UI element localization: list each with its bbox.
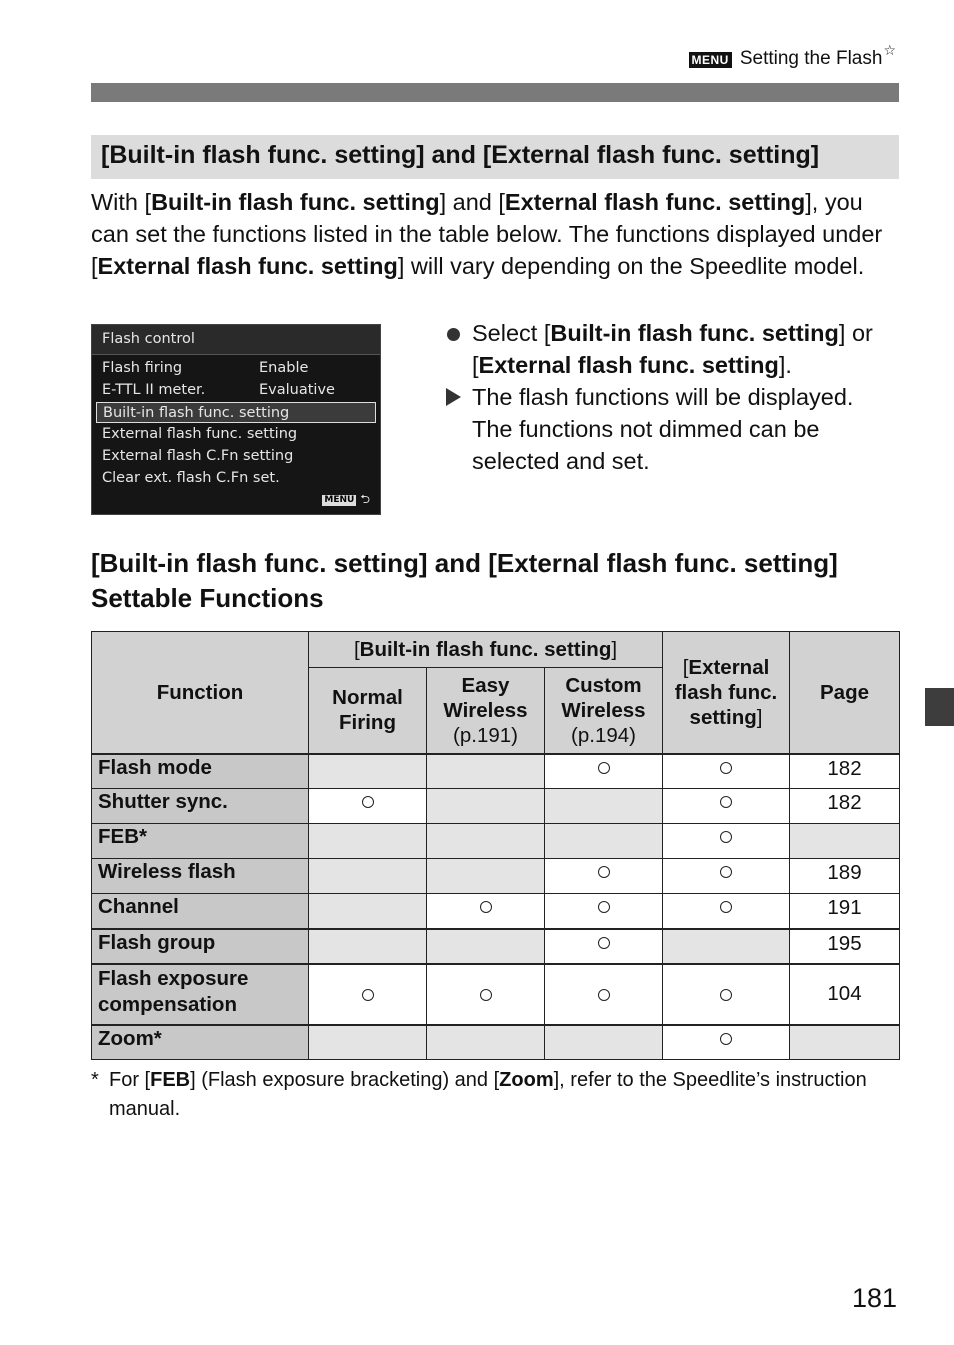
table-row: Channel 191 [92, 894, 900, 929]
table-row: Flash mode 182 [92, 754, 900, 789]
subheading: [Built-in flash func. setting] and [External flash func. setting] Settable Functions [91, 548, 838, 613]
header-builtin: [Built-in flash func. setting] [309, 632, 663, 668]
screen-row-builtin-func-selected: Built-in flash func. setting [96, 402, 376, 423]
screen-menu-icon: MENU [324, 495, 355, 505]
header-custom-wireless: Custom Wireless (p.194) [545, 668, 663, 754]
instruction-list [440, 317, 900, 477]
screen-row-clear-cfn: Clear ext. flash C.Fn set. [102, 470, 280, 486]
header-easy-wireless: Easy Wireless (p.191) [427, 668, 545, 754]
screen-row-ettl-meter: E-TTL II meter. Evaluative [102, 382, 335, 398]
settable-functions-table [91, 631, 900, 1060]
supported-mark-icon [720, 901, 732, 913]
result-arrow-icon [446, 388, 461, 406]
table-row: Flash exposure compensation 104 [92, 964, 900, 1025]
supported-mark-icon [362, 796, 374, 808]
supported-mark-icon [598, 866, 610, 878]
back-arrow-icon: ⮌ [360, 492, 370, 506]
header-text: Setting the Flash [739, 48, 883, 69]
screen-row-external-func: External flash func. setting [102, 426, 298, 442]
supported-mark-icon [720, 989, 732, 1001]
supported-mark-icon [480, 901, 492, 913]
supported-mark-icon [362, 989, 374, 1001]
flash-control-screen [91, 324, 381, 515]
header-function: Function [92, 632, 309, 754]
supported-mark-icon [720, 1033, 732, 1045]
supported-mark-icon [598, 762, 610, 774]
footnote: * For [FEB] (Flash exposure bracketing) and [Zoom], refer to the Speedlite’s instruction manual. [91, 1069, 867, 1120]
supported-mark-icon [480, 989, 492, 1001]
supported-mark-icon [720, 796, 732, 808]
screen-row-external-cfn: External flash C.Fn setting [102, 448, 294, 464]
menu-icon: MENU [689, 52, 732, 68]
instruction-step: Select [Built-in flash func. setting] or [External flash func. setting]. [440, 317, 900, 381]
screen-title: Flash control [92, 325, 380, 355]
header-external: [External flash func. setting] [663, 632, 790, 754]
supported-mark-icon [720, 866, 732, 878]
screen-row-flash-firing: Flash firing Enable [102, 360, 309, 376]
bullet-dot-icon [447, 328, 460, 341]
table-row: Zoom* [92, 1025, 900, 1060]
intro-paragraph: With [Built-in flash func. setting] and [External flash func. setting], you can set the functions listed in the table below. The functions displayed under [External flash func. setting] will vary depending on the Speedlite model. [91, 189, 883, 279]
star-icon: ☆ [883, 42, 896, 58]
header-rule [91, 83, 899, 102]
section-title: [Built-in flash func. setting] and [External flash func. setting] [91, 135, 899, 179]
table-row: Shutter sync. 182 [92, 789, 900, 824]
chapter-tab-marker [925, 688, 954, 726]
supported-mark-icon [598, 937, 610, 949]
page-number: 181 [851, 1283, 897, 1313]
supported-mark-icon [598, 901, 610, 913]
table-row: Wireless flash 189 [92, 859, 900, 894]
instruction-result: The flash functions will be displayed. The functions not dimmed can be selected and set. [440, 381, 900, 477]
header-page: Page [790, 632, 900, 754]
supported-mark-icon [720, 762, 732, 774]
header-normal-firing: Normal Firing [309, 668, 427, 754]
table-row: Flash group 195 [92, 929, 900, 964]
table-row: FEB* [92, 824, 900, 859]
screen-footer [322, 490, 370, 511]
running-header [689, 42, 897, 70]
supported-mark-icon [720, 831, 732, 843]
supported-mark-icon [598, 989, 610, 1001]
